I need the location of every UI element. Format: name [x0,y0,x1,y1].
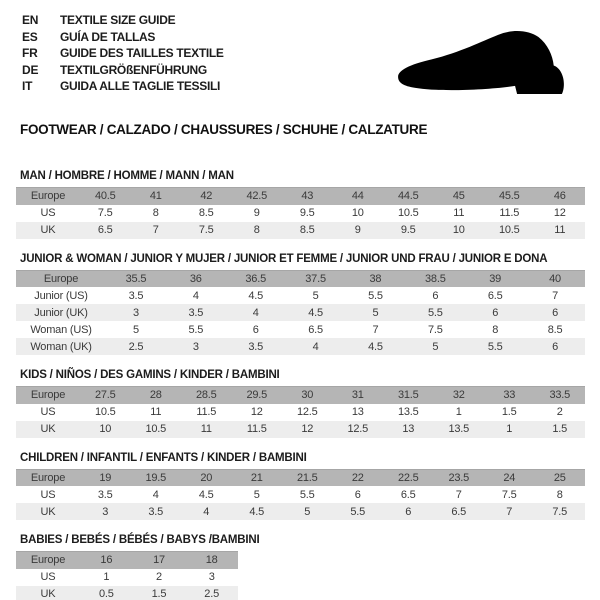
table-row-us [16,205,585,222]
size-value: 36 [166,270,226,287]
size-value: 3.5 [226,338,286,355]
size-value: 30 [282,387,333,404]
size-value: 4 [181,503,232,520]
size-value: 6.5 [383,486,434,503]
size-table-babies [16,551,238,600]
table-section-babies [16,533,585,600]
size-value: 6.5 [80,222,131,239]
table-section-man [16,169,585,239]
size-value: 33 [484,387,535,404]
size-value: 7 [434,486,485,503]
language-title: GUIDA ALLE TAGLIE TESSILI [60,79,221,93]
table-row-europe [16,387,585,404]
size-value: 19.5 [131,469,182,486]
size-value: 2 [535,404,586,421]
row-label: UK [16,503,80,520]
size-value: 13 [333,404,384,421]
table-section-junior-woman [16,252,585,356]
size-value: 28.5 [181,387,232,404]
page-header [16,10,585,106]
row-label: UK [16,586,80,600]
size-value: 7.5 [80,205,131,222]
row-label: UK [16,421,80,438]
size-value: 1.5 [484,404,535,421]
row-label: Europe [16,552,80,569]
size-value: 6.5 [286,321,346,338]
size-value: 6 [525,338,585,355]
size-value: 4.5 [346,338,406,355]
row-label: Europe [16,188,80,205]
language-title: TEXTILGRÖßENFÜHRUNG [60,62,207,77]
row-label: Woman (UK) [16,338,106,355]
size-value: 9 [333,222,384,239]
table-section-children [16,451,585,521]
size-value: 11 [181,421,232,438]
size-value: 4.5 [226,287,286,304]
size-value: 10 [434,222,485,239]
table-row-europe [16,552,238,569]
size-value: 6 [383,503,434,520]
size-value: 6 [405,287,465,304]
size-value: 6 [465,304,525,321]
table-row-europe [16,469,585,486]
size-value: 22 [333,469,384,486]
size-value: 3 [185,569,238,586]
size-value: 8 [232,222,283,239]
size-value: 10.5 [383,205,434,222]
size-value: 24 [484,469,535,486]
row-label: Woman (US) [16,321,106,338]
table-title-kids: KIDS / NIÑOS / DES GAMINS / KINDER / BAMBINI [20,369,280,381]
size-value: 38 [346,270,406,287]
size-value: 8 [465,321,525,338]
size-value: 27.5 [80,387,131,404]
size-value: 0.5 [80,586,133,600]
size-value: 42 [181,188,232,205]
size-value: 9.5 [282,205,333,222]
size-value: 10.5 [484,222,535,239]
table-row-us [16,486,585,503]
size-value: 11.5 [181,404,232,421]
table-row-us [16,404,585,421]
size-value: 8.5 [282,222,333,239]
size-value: 13 [383,421,434,438]
size-value: 1 [80,569,133,586]
size-value: 7.5 [535,503,586,520]
language-code: DE [22,62,39,77]
size-value: 2.5 [185,586,238,600]
size-value: 13.5 [434,421,485,438]
row-label: Junior (UK) [16,304,106,321]
size-value: 5.5 [346,287,406,304]
size-value: 1.5 [133,586,186,600]
size-table-children [16,469,585,521]
size-value: 7 [484,503,535,520]
size-value: 37.5 [286,270,346,287]
size-value: 2 [133,569,186,586]
size-value: 17 [133,552,186,569]
size-value: 5 [282,503,333,520]
table-row-europe [16,270,585,287]
size-value: 3 [166,338,226,355]
language-code: IT [22,79,33,93]
row-label: US [16,569,80,586]
size-value: 32 [434,387,485,404]
size-value: 40.5 [80,188,131,205]
size-value: 31 [333,387,384,404]
language-title: TEXTILE SIZE GUIDE [60,13,176,27]
size-value: 5.5 [333,503,384,520]
size-value: 8.5 [181,205,232,222]
row-label: US [16,486,80,503]
size-value: 13.5 [383,404,434,421]
row-label: Europe [16,469,80,486]
size-value: 3 [80,503,131,520]
size-value: 42.5 [232,188,283,205]
size-value: 29.5 [232,387,283,404]
size-value: 5.5 [166,321,226,338]
size-value: 36.5 [226,270,286,287]
row-label: UK [16,222,80,239]
category-title: FOOTWEAR / CALZADO / CHAUSSURES / SCHUHE / CALZATURE [20,122,428,137]
row-label: Europe [16,387,80,404]
table-row-europe [16,188,585,205]
size-value: 39 [465,270,525,287]
size-value: 21.5 [282,469,333,486]
size-value: 5.5 [465,338,525,355]
table-row-us [16,569,238,586]
language-code: FR [22,46,38,60]
table-title-man: MAN / HOMBRE / HOMME / MANN / MAN [20,170,234,182]
size-value: 40 [525,270,585,287]
size-value: 11 [131,404,182,421]
size-value: 7.5 [405,321,465,338]
size-value: 10 [333,205,384,222]
size-value: 19 [80,469,131,486]
size-value: 44 [333,188,384,205]
language-title: GUÍA DE TALLAS [60,29,156,44]
size-value: 20 [181,469,232,486]
table-row-woman-uk [16,338,585,355]
table-title-babies: BABIES / BEBÉS / BÉBÉS / BABYS /BAMBINI [20,534,260,546]
dress-shoe-silhouette [398,31,564,94]
size-value: 8 [535,486,586,503]
size-value: 41 [131,188,182,205]
table-title-children: CHILDREN / INFANTIL / ENFANTS / KINDER / BAMBINI [20,451,307,464]
size-value: 10.5 [131,421,182,438]
size-value: 3.5 [80,486,131,503]
size-value: 4 [166,287,226,304]
size-value: 3.5 [106,287,166,304]
size-value: 18 [185,552,238,569]
size-value: 6 [525,304,585,321]
size-value: 4 [131,486,182,503]
size-value: 5 [232,486,283,503]
size-value: 21 [232,469,283,486]
size-value: 46 [535,188,586,205]
size-value: 7 [346,321,406,338]
row-label: Junior (US) [16,287,106,304]
size-value: 9 [232,205,283,222]
table-row-uk [16,586,238,600]
size-value: 10 [80,421,131,438]
size-value: 35.5 [106,270,166,287]
size-value: 1 [434,404,485,421]
size-value: 12.5 [282,404,333,421]
size-value: 45 [434,188,485,205]
size-value: 11 [535,222,586,239]
table-title-junior-woman: JUNIOR & WOMAN / JUNIOR Y MUJER / JUNIOR ET FEMME / JUNIOR UND FRAU / JUNIOR E DONA [20,252,548,265]
size-value: 1 [484,421,535,438]
row-label: US [16,404,80,421]
size-value: 11.5 [484,205,535,222]
size-value: 5 [106,321,166,338]
size-value: 4 [226,304,286,321]
size-table-junior-woman [16,270,585,356]
size-value: 11 [434,205,485,222]
size-value: 8.5 [525,321,585,338]
size-value: 23.5 [434,469,485,486]
size-value: 33.5 [535,387,586,404]
size-value: 25 [535,469,586,486]
size-value: 10.5 [80,404,131,421]
table-section-kids [16,368,585,438]
size-value: 5 [405,338,465,355]
size-value: 45.5 [484,188,535,205]
size-value: 6 [226,321,286,338]
size-value: 6 [333,486,384,503]
size-value: 7.5 [484,486,535,503]
table-row-junior-us [16,287,585,304]
size-table-man [16,187,585,239]
size-value: 22.5 [383,469,434,486]
size-value: 44.5 [383,188,434,205]
size-value: 12 [282,421,333,438]
size-value: 12 [232,404,283,421]
table-row-uk [16,222,585,239]
size-value: 4.5 [286,304,346,321]
size-value: 7 [131,222,182,239]
dress-shoe-icon [393,30,571,98]
size-value: 11.5 [232,421,283,438]
table-row-junior-uk [16,304,585,321]
size-value: 38.5 [405,270,465,287]
table-row-woman-us [16,321,585,338]
size-value: 8 [131,205,182,222]
size-value: 5.5 [405,304,465,321]
size-value: 7.5 [181,222,232,239]
size-value: 4.5 [232,503,283,520]
language-code: EN [22,13,39,27]
language-row [22,12,585,29]
size-value: 6.5 [434,503,485,520]
row-label: US [16,205,80,222]
size-value: 5 [346,304,406,321]
tables [16,169,585,600]
size-value: 1.5 [535,421,586,438]
table-row-uk [16,421,585,438]
size-value: 6.5 [465,287,525,304]
table-row-uk [16,503,585,520]
size-value: 7 [525,287,585,304]
size-value: 5 [286,287,346,304]
size-table-kids [16,386,585,438]
size-value: 2.5 [106,338,166,355]
size-value: 4 [286,338,346,355]
size-value: 3.5 [131,503,182,520]
size-value: 4.5 [181,486,232,503]
size-value: 3.5 [166,304,226,321]
size-value: 16 [80,552,133,569]
size-value: 3 [106,304,166,321]
size-value: 12 [535,205,586,222]
size-value: 12.5 [333,421,384,438]
language-code: ES [22,29,38,44]
language-title: GUIDE DES TAILLES TEXTILE [60,46,224,60]
row-label: Europe [16,270,106,287]
size-value: 43 [282,188,333,205]
size-value: 28 [131,387,182,404]
size-value: 9.5 [383,222,434,239]
size-value: 5.5 [282,486,333,503]
size-value: 31.5 [383,387,434,404]
